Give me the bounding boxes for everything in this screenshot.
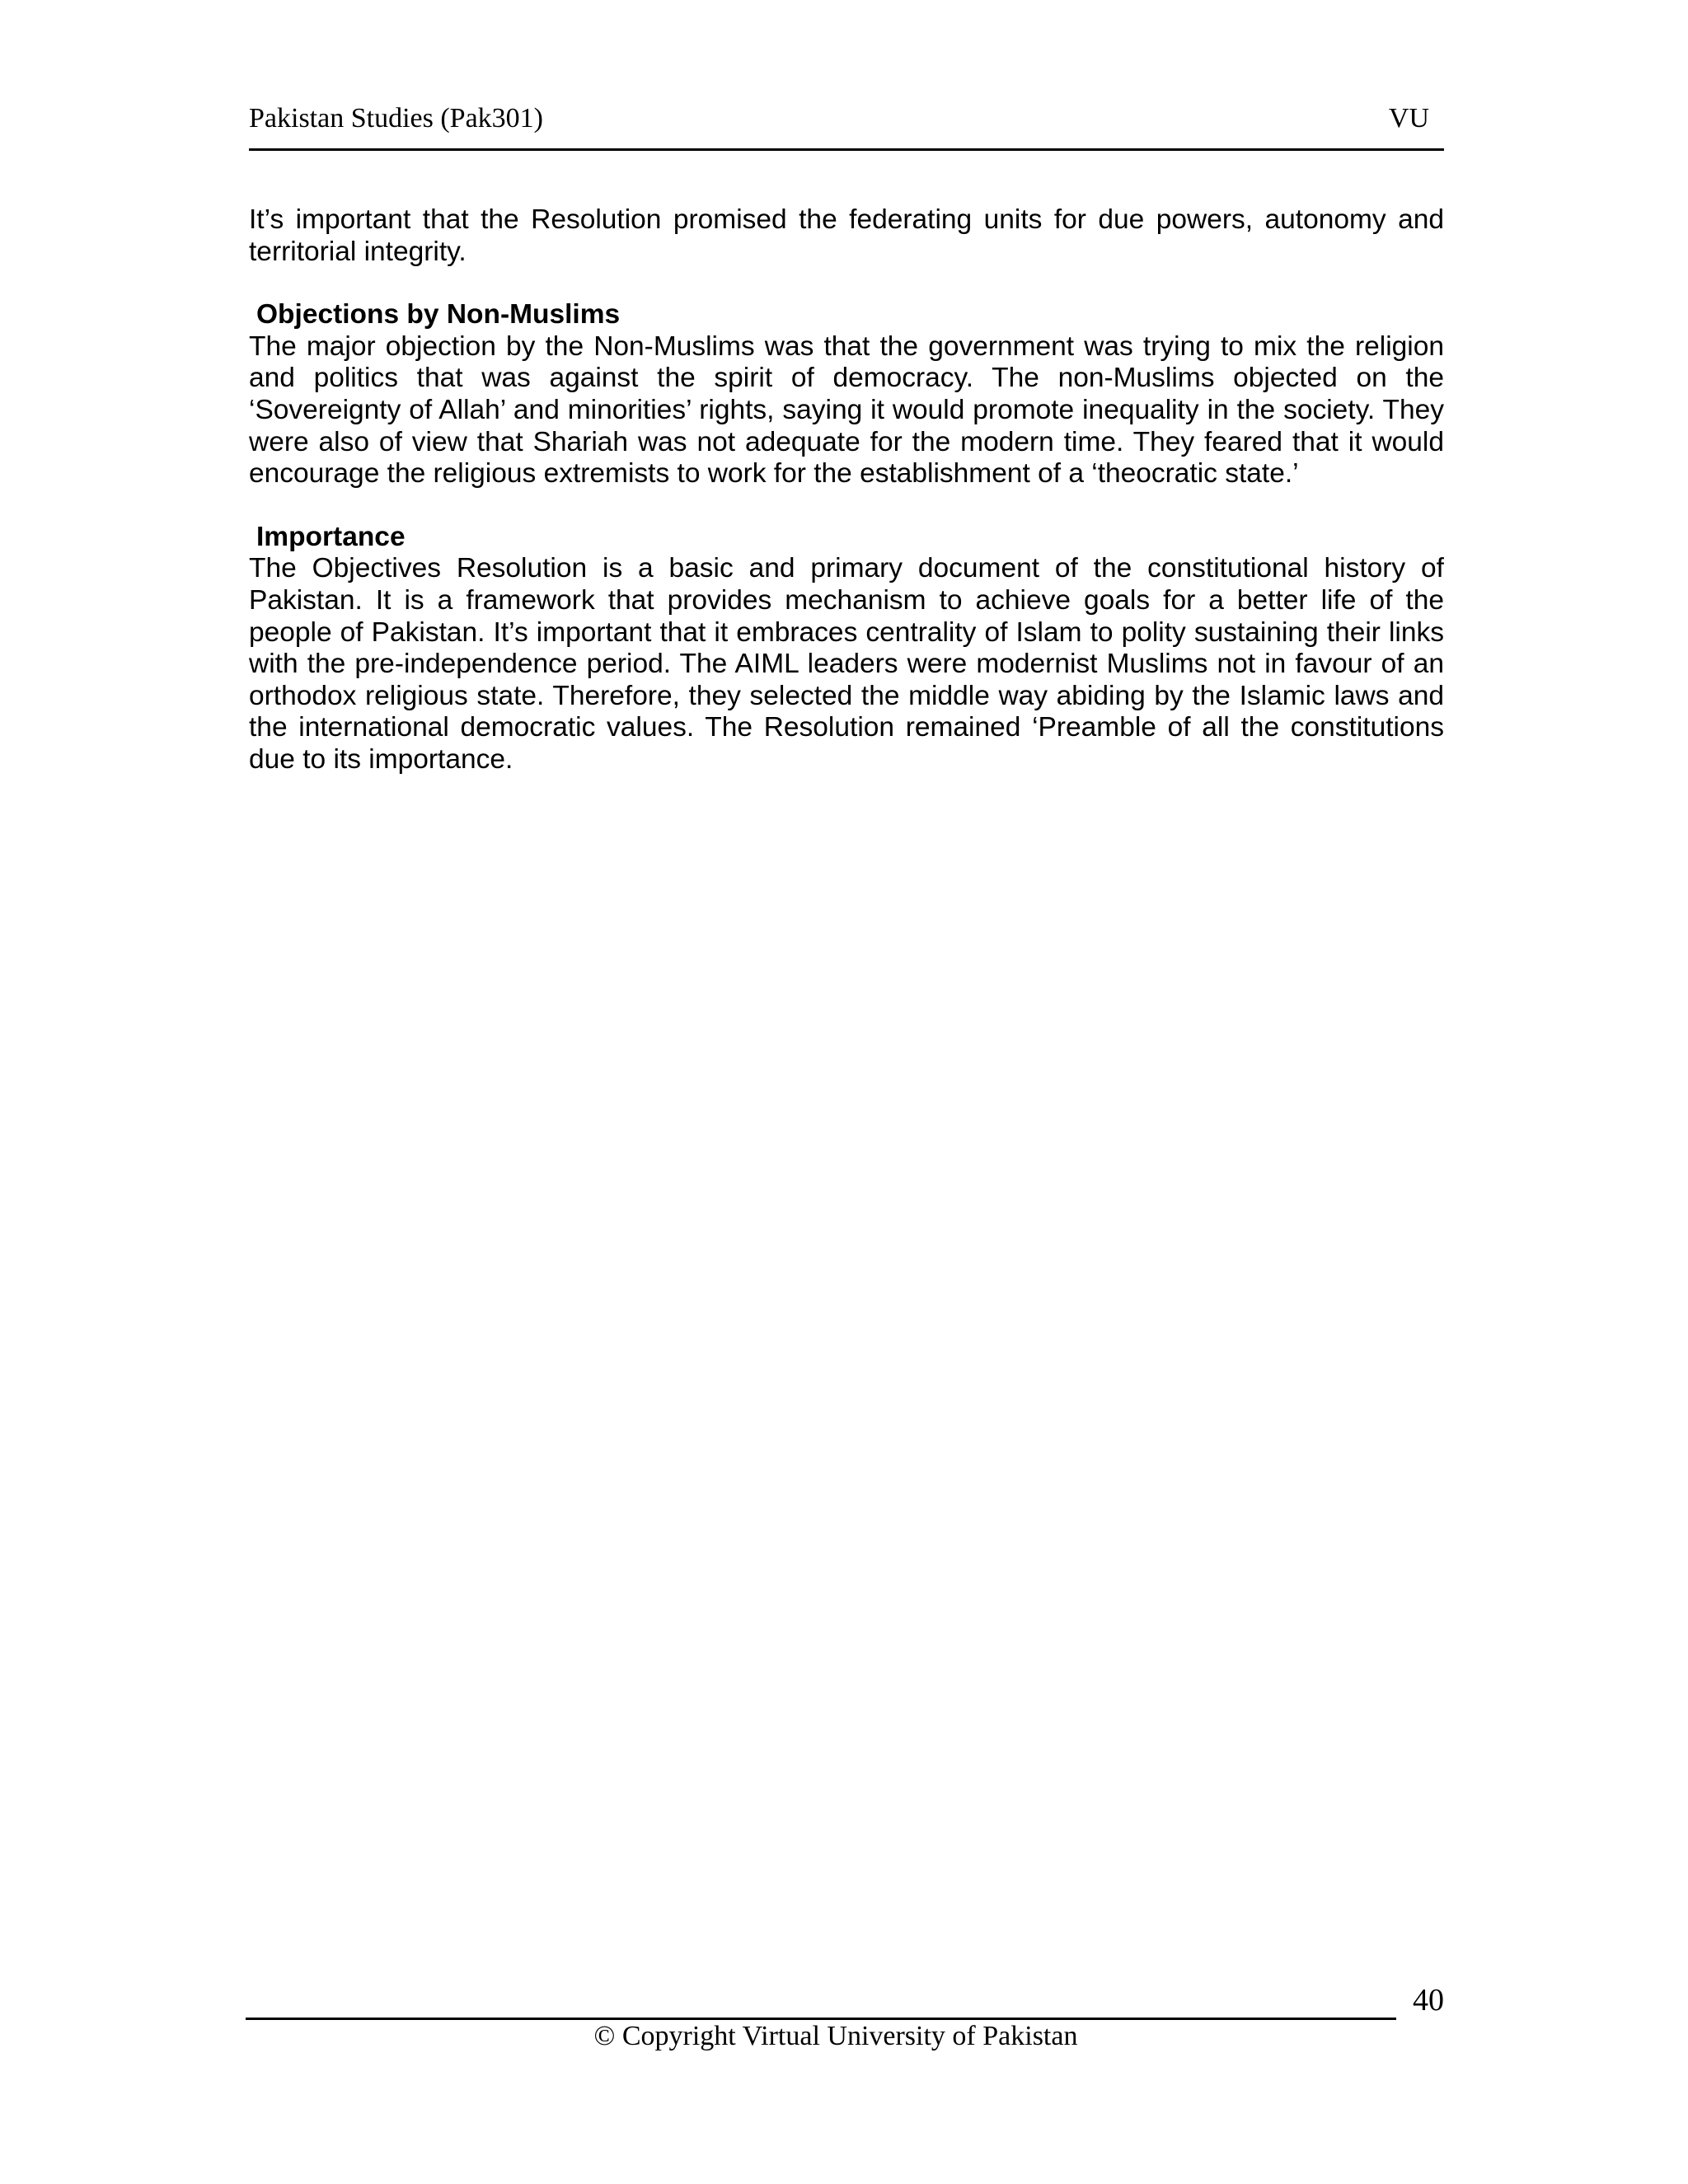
page-number: 40 <box>1413 1983 1444 2018</box>
paragraph-spacer <box>249 490 1444 522</box>
intro-paragraph: It’s important that the Resolution promised the federating units for due powers, autonomy and territorial integrity. <box>249 204 1444 267</box>
paragraph-spacer <box>249 268 1444 299</box>
document-body <box>249 204 1444 776</box>
section-paragraph-objections: The major objection by the Non-Muslims was that the government was trying to mix the religion and politics that was against the spirit of democracy. The non-Muslims objected on the ‘Sovereignty of Allah’ and minorities’ rights, saying it would promote inequality in the society. They were also of view that Shariah was not adequate for the modern time. They feared that it would encourage the religious extremists to work for the establishment of a ‘theocratic state.’ <box>249 330 1444 490</box>
institution-short-name: VU <box>1388 103 1429 134</box>
copyright-notice: © Copyright Virtual University of Pakistan <box>593 2021 1078 2051</box>
page-header <box>249 96 1444 151</box>
course-title: Pakistan Studies (Pak301) <box>249 103 543 134</box>
section-heading-importance: Importance <box>256 521 406 552</box>
section-paragraph-importance: The Objectives Resolution is a basic and primary document of the constitutional history of Pakistan. It is a framework that provides mechanism to achieve goals for a better life of the people of Pakistan. It’s important that it embraces centrality of Islam to polity sustaining their links with the pre-independence period. The AIML leaders were modernist Muslims not in favour of an orthodox religious state. Therefore, they selected the middle way abiding by the Islamic laws and the international democratic values. The Resolution remained ‘Preamble of all the constitutions due to its importance. <box>249 553 1444 775</box>
section-heading-objections: Objections by Non-Muslims <box>256 299 621 330</box>
